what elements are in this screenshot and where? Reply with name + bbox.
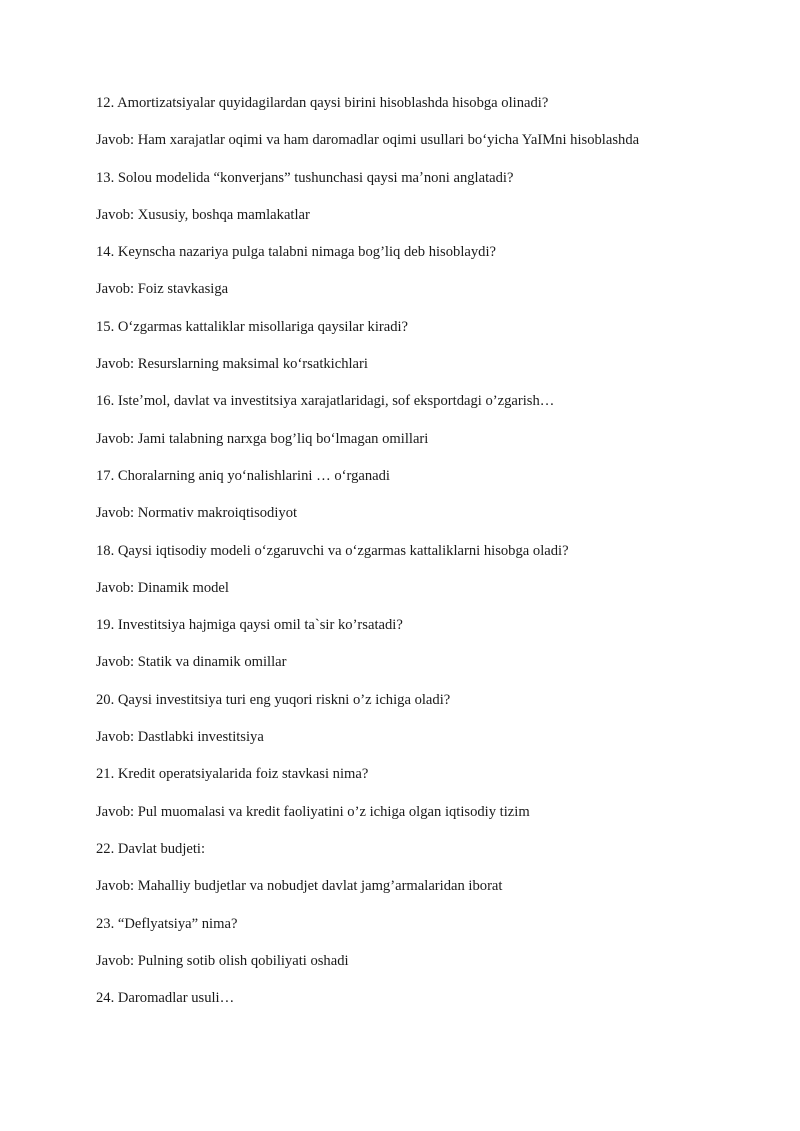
question-24: 24. Daromadlar usuli… — [96, 990, 235, 1007]
answer-15: Javob: Resurslarning maksimal ko‘rsatkichlari — [96, 356, 368, 373]
answer-14: Javob: Foiz stavkasiga — [96, 281, 229, 298]
answer-20: Javob: Dastlabki investitsiya — [96, 729, 264, 746]
question-23: 23. “Deflyatsiya” nima? — [96, 915, 238, 932]
answer-21: Javob: Pul muomalasi va kredit faoliyatini o’z ichiga olgan iqtisodiy tizim — [96, 803, 530, 820]
answer-22: Javob: Mahalliy budjetlar va nobudjet davlat jamg’armalaridan iborat — [96, 878, 503, 895]
question-17: 17. Choralarning aniq yo‘nalishlarini … o‘rganadi — [96, 467, 390, 484]
question-12: 12. Amortizatsiyalar quyidagilardan qaysi birini hisoblashda hisobga olinadi? — [96, 95, 549, 111]
question-22: 22. Davlat budjeti: — [96, 840, 206, 857]
answer-13: Javob: Xususiy, boshqa mamlakatlar — [96, 206, 310, 223]
question-16: 16. Isteʼmol, davlat va investitsiya xarajatlaridagi, sof eksportdagi o’zgarish… — [96, 393, 555, 410]
question-21: 21. Kredit operatsiyalarida foiz stavkasi nima? — [96, 766, 369, 783]
answer-16: Javob: Jami talabning narxga bog’liq bo‘lmagan omillari — [96, 430, 429, 447]
answer-12: Javob: Ham xarajatlar oqimi va ham daromadlar oqimi usullari bo‘yicha YaIMni hisoblashda — [96, 132, 640, 149]
answer-23: Javob: Pulning sotib olish qobiliyati oshadi — [96, 952, 349, 969]
answer-17: Javob: Normativ makroiqtisodiyot — [96, 505, 298, 522]
question-19: 19. Investitsiya hajmiga qaysi omil ta`sir ko’rsatadi? — [96, 617, 403, 634]
question-20: 20. Qaysi investitsiya turi eng yuqori riskni o’z ichiga oladi? — [96, 691, 451, 708]
question-14: 14. Keynscha nazariya pulga talabni nimaga bog’liq deb hisoblaydi? — [96, 244, 496, 261]
question-15: 15. O‘zgarmas kattaliklar misollariga qaysilar kiradi? — [96, 318, 409, 335]
question-13: 13. Solou modelida “konverjans” tushunchasi qaysi maʼnoni anglatadi? — [96, 169, 514, 186]
answer-19: Javob: Statik va dinamik omillar — [96, 654, 287, 671]
answer-18: Javob: Dinamik model — [96, 579, 229, 596]
document-body — [96, 93, 736, 1025]
question-18: 18. Qaysi iqtisodiy modeli o‘zgaruvchi va o‘zgarmas kattaliklarni hisobga oladi? — [96, 542, 569, 559]
